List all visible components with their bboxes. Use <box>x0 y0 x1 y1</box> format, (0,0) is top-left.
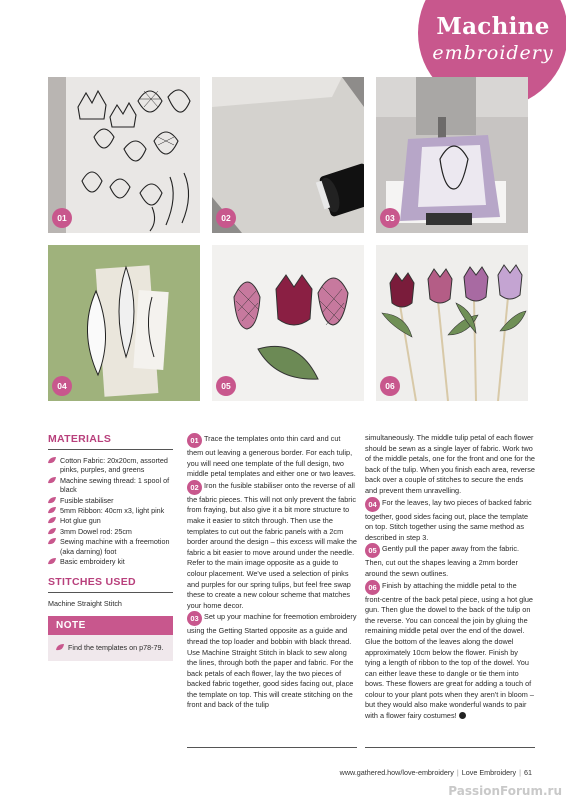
list-item: Fusible stabiliser <box>48 496 173 505</box>
instructions-column-1 <box>187 433 357 711</box>
footer-magazine: Love Embroidery <box>461 768 517 777</box>
list-item: Basic embroidery kit <box>48 557 173 566</box>
note-text: Find the templates on p78-79. <box>68 643 164 653</box>
materials-heading: MATERIALS <box>48 433 112 445</box>
leaf-bullet-icon <box>48 517 56 524</box>
materials-list <box>48 456 173 566</box>
note-box <box>48 616 173 661</box>
footer-url: www.gathered.how/love-embroidery <box>339 768 454 777</box>
step-2: 02 Iron the fusible stabiliser onto the reverse of all the fabric pieces. This will not only prevent the fabric from fraying, but also give it a bit more structure to make it easier to stitch through. Then use the templates to cut out the fabric panels with a 2cm border around the design – this excess will make the fabric a bit easier to move around under the needle. Refer to the main image opposite as a guide to colour placement. We've used a selection of pinks and purples for our spring tulips, but feel free swap these to create a new colour scheme that matches your home decor. <box>187 480 357 610</box>
stitches-heading: STITCHES USED <box>48 576 136 589</box>
step-3: 03 Set up your machine for freemotion embroidery using the Getting Started opposite as a guide and thread the top loader and bobbin with black thread. Use Machine Straight Stitch in black to sew along the lines, through both the paper and fabric. For the back petals of each flower, lay the two pieces of backed fabric together, good sides facing out, place the template on top. This will create stitching on the front and back of the tulip <box>187 612 357 710</box>
photo-templates <box>48 77 200 233</box>
list-item: 5mm Ribbon: 40cm x3, light pink <box>48 506 173 515</box>
step-number: 06 <box>365 580 380 595</box>
leaf-bullet-icon <box>48 457 56 464</box>
divider <box>48 449 173 450</box>
photo-number: 06 <box>380 376 400 396</box>
list-item: Cotton Fabric: 20x20cm, assorted pinks, purples, and greens <box>48 456 173 475</box>
note-heading: NOTE <box>48 616 173 635</box>
badge-subtitle: embroidery <box>432 42 554 64</box>
footer-separator: | <box>519 768 521 777</box>
page-number: 61 <box>524 768 532 777</box>
step-number: 05 <box>365 543 380 558</box>
note-body <box>48 635 173 661</box>
step-number: 04 <box>365 497 380 512</box>
leaf-bullet-icon <box>48 558 56 565</box>
list-item: Hot glue gun <box>48 516 173 525</box>
divider <box>48 592 173 593</box>
photo-number: 05 <box>216 376 236 396</box>
photo-leaf-templates <box>48 245 200 401</box>
step-number: 01 <box>187 433 202 448</box>
leaf-bullet-icon <box>48 528 56 535</box>
photo-sewing-machine <box>376 77 528 233</box>
step-1: 01 Trace the templates onto thin card and cut them out leaving a generous border. For each tulip, you will need one template of the full design, two middle petal templates and either one or two leaves. <box>187 434 356 479</box>
step-4: 04 For the leaves, lay two pieces of backed fabric together, good sides facing out, place the template on top. Stitch together using the same method as described in step 3. <box>365 497 532 542</box>
photo-number: 01 <box>52 208 72 228</box>
photo-number: 03 <box>380 208 400 228</box>
photo-stabiliser-thread <box>212 77 364 233</box>
page-footer <box>340 768 532 777</box>
leaf-bullet-icon <box>48 538 56 545</box>
leaf-bullet-icon <box>48 507 56 514</box>
instructions-column-2 <box>365 433 535 722</box>
step-6: 06 Finish by attaching the middle petal to the front-centre of the back petal piece, using a hot glue gun. Then glue the dowel to the back of the tulip on the reverse. You can conceal the join by gluing the remaining middle petal over the end of the dowel. Glue the bottom of the leaves along the dowel approximately 10cm below the flower. Finish by tying a length of ribbon to the top of the dowel. You can either leave these to dangle or tie them into bows. These flowers are great for adding a touch of colour to your plant pots when they aren't in bloom – but they would also make wonderful wands to pair with a flower fairy costumes! <box>365 580 534 721</box>
column-end-rule <box>187 747 357 748</box>
step-number: 03 <box>187 611 202 626</box>
badge-title: Machine <box>436 13 550 40</box>
photo-finished-tulips <box>376 245 528 401</box>
end-mark-icon <box>459 712 466 719</box>
leaf-bullet-icon <box>48 497 56 504</box>
step-3-continued: simultaneously. The middle tulip petal of each flower should be sewn as a single layer of fabric. Work two of the middle petals, one for the front and one for the back of the tulip. When you finish each area, reverse back over a couple of stitches to secure the ends and prevent them unravelling. <box>365 433 535 495</box>
list-item: Sewing machine with a freemotion (aka darning) foot <box>48 537 173 556</box>
leaf-bullet-icon <box>56 644 64 651</box>
column-end-rule <box>365 747 535 748</box>
leaf-bullet-icon <box>48 477 56 484</box>
footer-separator: | <box>456 768 459 777</box>
photo-number: 04 <box>52 376 72 396</box>
stitches-text: Machine Straight Stitch <box>48 599 122 609</box>
step-number: 02 <box>187 480 202 495</box>
sidebar-materials <box>48 433 173 661</box>
photo-stitched-pieces <box>212 245 364 401</box>
photo-number: 02 <box>216 208 236 228</box>
step-5: 05 Gently pull the paper away from the fabric. Then, cut out the shapes leaving a 2mm border around the sewn outlines. <box>365 544 520 578</box>
list-item: 3mm Dowel rod: 25cm <box>48 527 173 536</box>
list-item: Machine sewing thread: 1 spool of black <box>48 476 173 495</box>
watermark: PassionForum.ru <box>448 784 562 798</box>
